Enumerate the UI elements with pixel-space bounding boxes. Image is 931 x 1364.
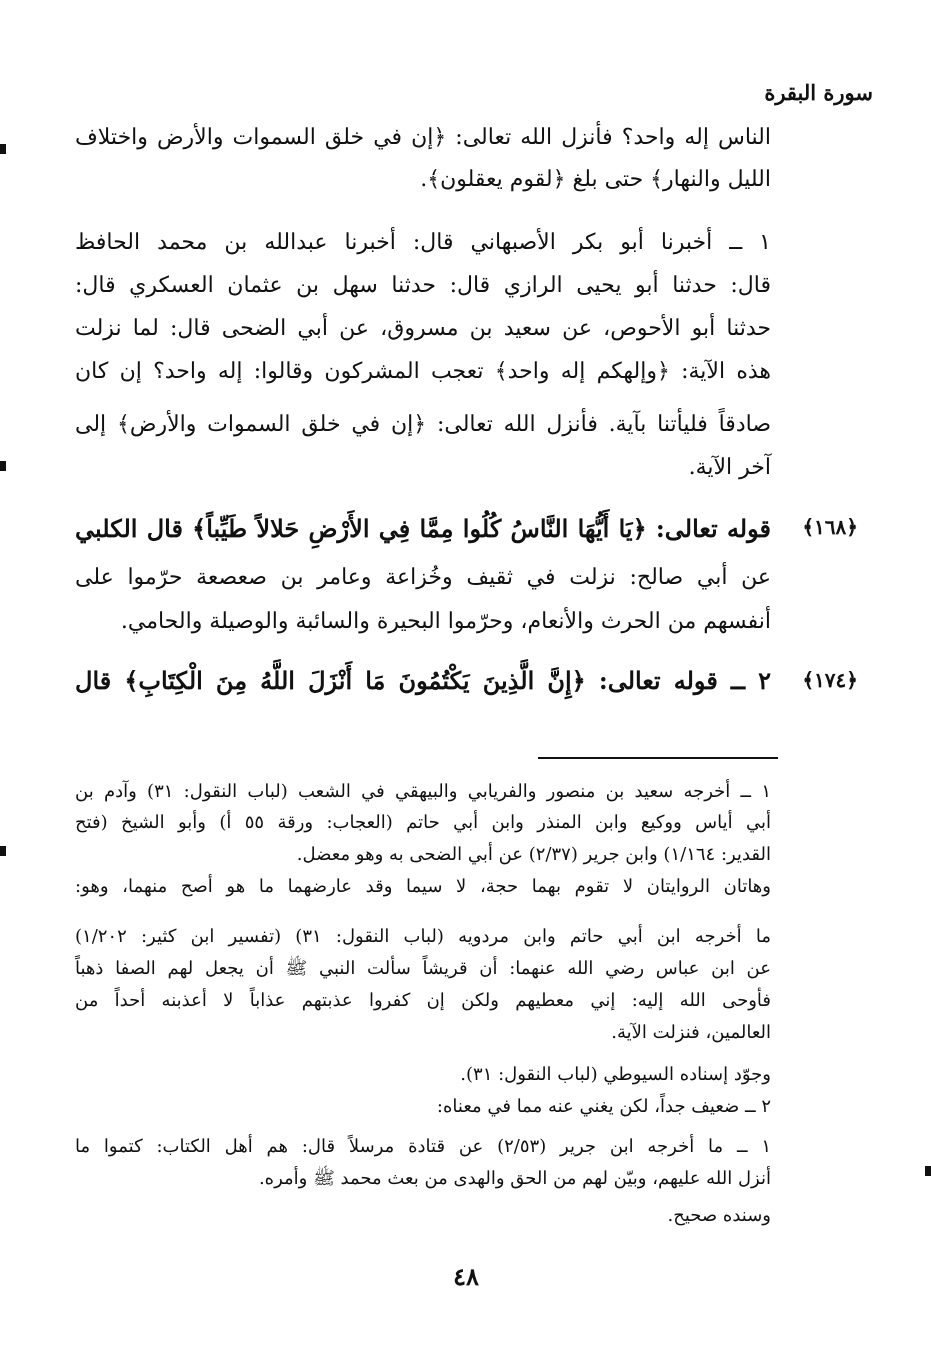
- verse-heading: قوله تعالى: ﴿يَا أَيُّهَا النَّاسُ كُلُوا مِمَّا فِي الأَرْضِ حَلالاً طَيِّباً﴾ قال الكلبي: [75, 514, 771, 543]
- surah-title: سورة البقرة: [764, 80, 873, 105]
- verse-commentary-line: أنفسهم من الحرث والأنعام، وحرّموا البحيرة والسائبة والوصيلة والحامي.: [120, 609, 771, 634]
- footnote-line: عن ابن عباس رضي الله عنهما: أن قريشاً سألت النبي ﷺ أن يجعل لهم الصفا ذهباً: [75, 958, 771, 979]
- footnote-line: القدير: ١/١٦٤) وابن جرير (٢/٣٧) عن أبي الضحى به وهو معضل.: [296, 844, 771, 865]
- verse-number-168: ﴿١٦٨﴾: [802, 515, 858, 539]
- passage-line: الناس إله واحد؟ فأنزل الله تعالى: ﴿إن في خلق السموات والأرض واختلاف: [75, 125, 771, 150]
- footnote-line: العالمين، فنزلت الآية.: [611, 1022, 771, 1043]
- footnote-line: ١ ــ أخرجه سعيد بن منصور والفريابي والبيهقي في الشعب (لباب النقول: ٣١) وآدم بن: [75, 781, 772, 802]
- page-number: ٤٨: [453, 1262, 479, 1291]
- footnote-separator: [538, 757, 778, 759]
- narration-line: قال: حدثنا أبو يحيى الرازي قال: حدثنا سهل بن عثمان العسكري قال:: [75, 273, 771, 298]
- footnote-line: ما أخرجه ابن أبي حاتم وابن مردويه (لباب النقول: ٣١) (تفسير ابن كثير: ١/٢٠٢): [75, 926, 771, 947]
- footnote-line: فأوحى الله إليه: إني معطيهم ولكن إن كفروا عذبتهم عذاباً لا أعذبنه أحداً من: [75, 990, 771, 1011]
- scan-edge-mark: [925, 1166, 931, 1176]
- scan-edge-mark: [0, 144, 6, 154]
- footnote-line: ١ ــ ما أخرجه ابن جرير (٢/٥٣) عن قتادة مرسلاً قال: هم أهل الكتاب: كتموا ما: [75, 1136, 771, 1157]
- footnote-line: وجوّد إسناده السيوطي (لباب النقول: ٣١).: [460, 1064, 771, 1085]
- narration-line: صادقاً فليأتنا بآية. فأنزل الله تعالى: ﴿إن في خلق السموات والأرض﴾ إلى: [75, 412, 771, 437]
- narration-line: آخر الآية.: [688, 455, 771, 480]
- footnote-line: وسنده صحيح.: [667, 1205, 771, 1226]
- narration-line: حدثنا أبو الأحوص، عن سعيد بن مسروق، عن أبي الضحى قال: لما نزلت: [75, 316, 771, 341]
- footnote-line: أنزل الله عليهم، وبيّن لهم من الحق والهدى من بعث محمد ﷺ وأمره.: [258, 1168, 771, 1189]
- verse-heading: ٢ ــ قوله تعالى: ﴿إِنَّ الَّذِينَ يَكْتُمُونَ مَا أَنْزَلَ اللَّهُ مِنَ الْكِتَابِ﴾ قال: [75, 666, 771, 695]
- narration-line: هذه الآية: ﴿وإلهكم إله واحد﴾ تعجب المشركون وقالوا: إله واحد؟ إن كان: [75, 359, 771, 384]
- footnote-line: أبي أياس ووكيع وابن المنذر وابن أبي حاتم (العجاب: ورقة ٥٥ أ) وأبو الشيخ (فتح: [75, 812, 771, 833]
- footnote-line: وهاتان الروايتان لا تقوم بهما حجة، لا سيما وقد عارضهما ما هو أصح منهما، وهو:: [75, 876, 771, 897]
- footnote-line: ٢ ــ ضعيف جداً، لكن يغني عنه مما في معناه:: [436, 1096, 771, 1117]
- verse-number-174: ﴿١٧٤﴾: [802, 668, 858, 692]
- passage-line: الليل والنهار﴾ حتى بلغ ﴿لقوم يعقلون﴾.: [420, 167, 771, 192]
- scan-edge-mark: [0, 461, 6, 471]
- scan-edge-mark: [0, 846, 6, 856]
- verse-commentary-line: عن أبي صالح: نزلت في ثقيف وخُزاعة وعامر بن صعصعة حرّموا على: [75, 565, 771, 590]
- narration-line: ١ ــ أخبرنا أبو بكر الأصبهاني قال: أخبرنا عبدالله بن محمد الحافظ: [75, 230, 771, 255]
